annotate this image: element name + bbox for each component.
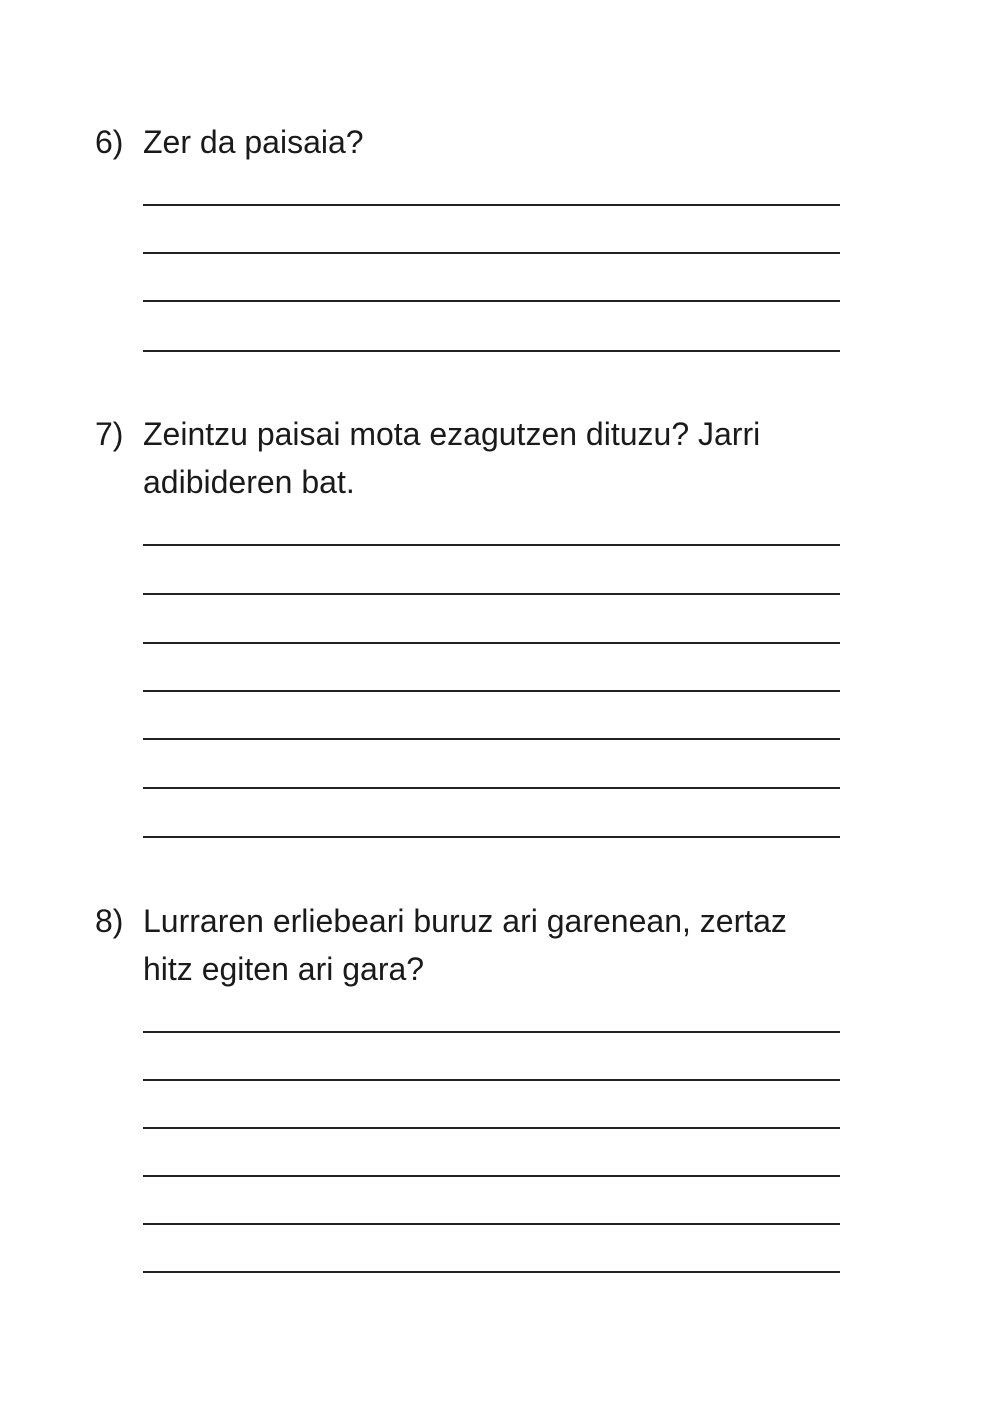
answer-line[interactable] xyxy=(143,690,840,692)
answer-line[interactable] xyxy=(143,544,840,546)
question-number: 8) xyxy=(95,903,124,939)
answer-line[interactable] xyxy=(143,350,840,352)
question-text-line: hitz egiten ari gara? xyxy=(143,951,425,987)
question-text: Zer da paisaia? xyxy=(143,124,364,160)
answer-line[interactable] xyxy=(143,1175,840,1177)
answer-line[interactable] xyxy=(143,204,840,206)
question-8 xyxy=(95,897,855,993)
answer-line[interactable] xyxy=(143,593,840,595)
question-text xyxy=(143,897,855,993)
answer-line[interactable] xyxy=(143,787,840,789)
answer-line[interactable] xyxy=(143,1223,840,1225)
answer-line[interactable] xyxy=(143,836,840,838)
answer-line[interactable] xyxy=(143,252,840,254)
answer-line[interactable] xyxy=(143,1031,840,1033)
answer-line[interactable] xyxy=(143,1079,840,1081)
answer-line[interactable] xyxy=(143,1271,840,1273)
question-number: 7) xyxy=(95,416,124,452)
question-text xyxy=(143,410,855,506)
question-6 xyxy=(95,118,855,166)
question-text-line: adibideren bat. xyxy=(143,464,355,500)
answer-line[interactable] xyxy=(143,300,840,302)
question-text-line: Lurraren erliebeari buruz ari garenean, zertaz xyxy=(143,903,787,939)
answer-line[interactable] xyxy=(143,642,840,644)
answer-line[interactable] xyxy=(143,738,840,740)
answer-line[interactable] xyxy=(143,1127,840,1129)
question-text-line: Zeintzu paisai mota ezagutzen dituzu? Jarri xyxy=(143,416,761,452)
question-number: 6) xyxy=(95,124,124,160)
question-7 xyxy=(95,410,855,506)
